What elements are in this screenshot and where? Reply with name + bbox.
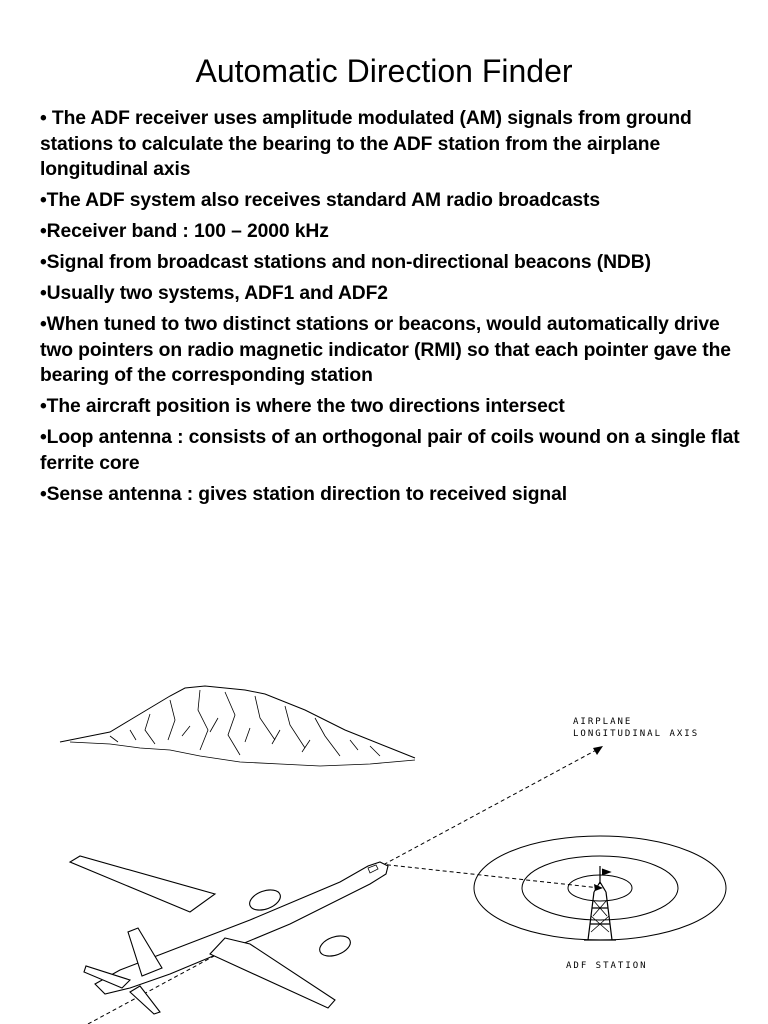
bullet-item: •The aircraft position is where the two directions intersect [40,396,565,417]
station-label: ADF STATION [566,961,648,971]
adf-diagram [50,670,750,1024]
axis-label-line1: AIRPLANE [573,717,633,727]
airplane-illustration [70,856,388,1014]
adf-station-tower [584,866,616,940]
bullet-list [40,106,740,513]
bearing-line [380,864,600,888]
axis-label-line2: LONGITUDINAL AXIS [573,729,700,739]
axis-arrowhead [593,746,603,755]
bullet-item: • The ADF receiver uses amplitude modulated (AM) signals from ground stations to calculate the bearing to the ADF station from the airplane longitudinal axis [40,108,692,180]
bullet-item: •Loop antenna : consists of an orthogonal pair of coils wound on a single flat ferrite core [40,427,740,474]
mountain-illustration [60,686,415,766]
bullet-item: •Usually two systems, ADF1 and ADF2 [40,283,388,304]
bullet-item: •Signal from broadcast stations and non-directional beacons (NDB) [40,252,651,273]
bullet-item: •When tuned to two distinct stations or beacons, would automatically drive two pointers on radio magnetic indicator (RMI) so that each pointer gave the bearing of the corresponding station [40,314,731,386]
bullet-item: •Sense antenna : gives station direction to received signal [40,483,567,505]
bullet-item: •The ADF system also receives standard AM radio broadcasts [40,190,600,211]
slide-title: Automatic Direction Finder [195,53,573,90]
bullet-item: •Receiver band : 100 – 2000 kHz [40,221,329,242]
